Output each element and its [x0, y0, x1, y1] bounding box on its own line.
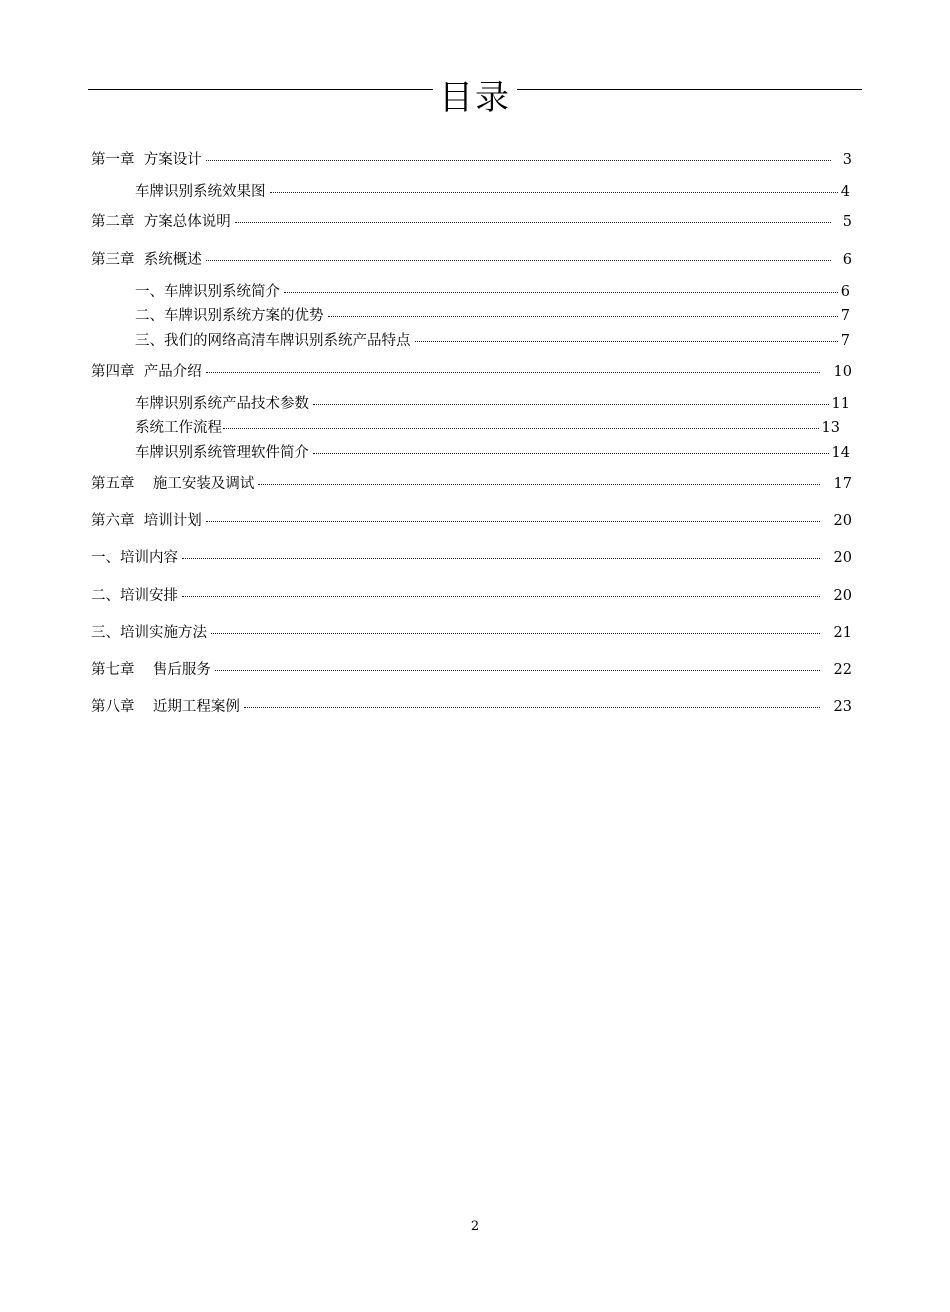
toc-entry[interactable] [135, 306, 850, 326]
toc-entry-label: 第八章 近期工程案例 [91, 699, 240, 715]
dot-leader [206, 260, 831, 261]
toc-entry[interactable] [91, 150, 852, 170]
toc-entry-label: 一、车牌识别系统简介 [135, 284, 280, 300]
toc-entry-page: 10 [833, 364, 852, 380]
toc-entry-label: 车牌识别系统产品技术参数 [135, 396, 309, 412]
toc-entry-page: 6 [840, 284, 850, 300]
page-number: 2 [470, 1219, 480, 1234]
toc-entry-page: 20 [833, 588, 852, 604]
toc-entry[interactable] [91, 660, 852, 680]
dot-leader [206, 160, 831, 161]
dot-leader [235, 222, 831, 223]
toc-entry-page: 21 [833, 625, 852, 641]
dot-leader [328, 316, 838, 317]
toc-entry-page: 23 [833, 699, 852, 715]
toc-entry-page: 14 [831, 445, 850, 461]
toc-entry-label: 二、车牌识别系统方案的优势 [135, 308, 324, 324]
toc-entry-label: 第七章 售后服务 [91, 662, 211, 678]
toc-entry-page: 20 [833, 513, 852, 529]
toc-entry-label: 第三章 系统概述 [91, 252, 202, 268]
dot-leader [244, 707, 820, 708]
toc-entry[interactable] [91, 362, 852, 382]
dot-leader [415, 341, 838, 342]
toc-entry-label: 一、培训内容 [91, 550, 178, 566]
toc-entry[interactable] [135, 394, 850, 414]
toc-entry-page: 22 [833, 662, 852, 678]
toc-entry-page: 7 [840, 308, 850, 324]
toc-entry[interactable] [91, 586, 852, 606]
toc-entry[interactable] [135, 418, 840, 438]
toc-entry[interactable] [91, 250, 852, 270]
toc-entry-page: 4 [840, 184, 850, 200]
toc-entry-page: 5 [842, 214, 852, 230]
toc-title-text: 目录 [433, 78, 517, 118]
toc-entry-page: 6 [842, 252, 852, 268]
toc-entry-page: 20 [833, 550, 852, 566]
dot-leader [182, 558, 820, 559]
dot-leader [284, 292, 838, 293]
toc-entry[interactable] [91, 697, 852, 717]
dot-leader [313, 404, 829, 405]
toc-entry-page: 17 [833, 476, 852, 492]
toc-entry-label: 系统工作流程 [135, 420, 222, 436]
toc-entry-label: 第一章 方案设计 [91, 152, 202, 168]
toc-entry[interactable] [135, 443, 850, 463]
dot-leader [206, 372, 820, 373]
toc-entry[interactable] [91, 511, 852, 531]
dot-leader [211, 633, 820, 634]
toc-entry[interactable] [91, 474, 852, 494]
toc-entry-label: 二、培训安排 [91, 588, 178, 604]
toc-entry-label: 第五章 施工安装及调试 [91, 476, 255, 492]
toc-entry[interactable] [135, 282, 850, 302]
toc-entry-page: 3 [842, 152, 852, 168]
toc-entry-label: 第六章 培训计划 [91, 513, 202, 529]
toc-entry-page: 13 [821, 420, 840, 436]
dot-leader [270, 192, 838, 193]
toc-entry-label: 车牌识别系统管理软件简介 [135, 445, 309, 461]
toc-entry-label: 第二章 方案总体说明 [91, 214, 231, 230]
toc-entry[interactable] [91, 623, 852, 643]
dot-leader [258, 484, 819, 485]
toc-entry[interactable] [135, 182, 850, 202]
dot-leader [313, 453, 829, 454]
toc-entry-label: 三、我们的网络高清车牌识别系统产品特点 [135, 333, 411, 349]
dot-leader [206, 521, 820, 522]
toc-entry[interactable] [91, 212, 852, 232]
dot-leader [215, 670, 820, 671]
dot-leader [223, 428, 819, 429]
toc-entry[interactable] [91, 548, 852, 568]
toc-entry-page: 7 [840, 333, 850, 349]
toc-entry-label: 第四章 产品介绍 [91, 364, 202, 380]
toc-entry-page: 11 [831, 396, 850, 412]
toc-entry-label: 三、培训实施方法 [91, 625, 207, 641]
toc-entry[interactable] [135, 331, 850, 351]
toc-entry-label: 车牌识别系统效果图 [135, 184, 266, 200]
dot-leader [182, 596, 820, 597]
